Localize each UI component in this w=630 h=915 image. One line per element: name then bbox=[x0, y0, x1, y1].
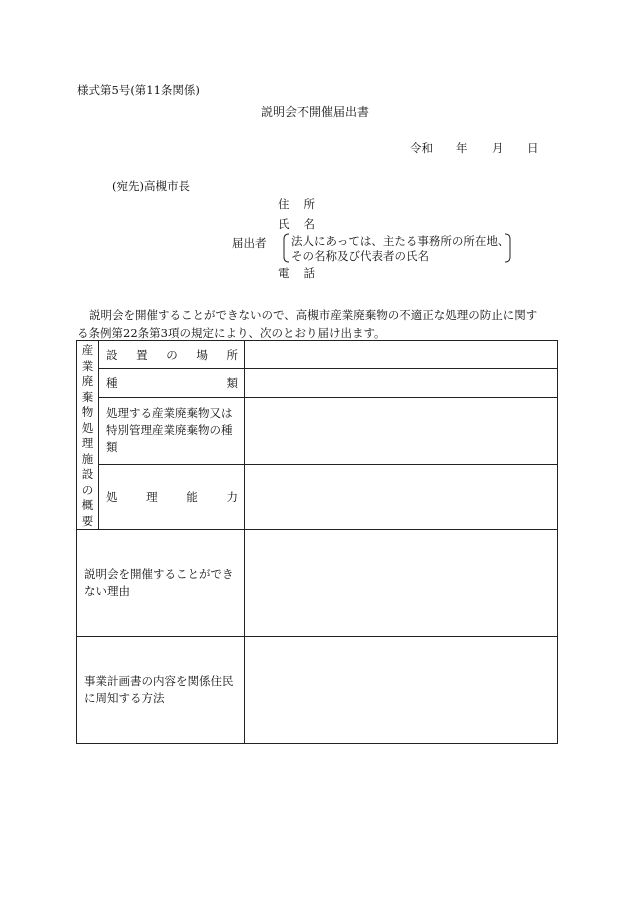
type-label: 種 類 bbox=[99, 369, 245, 397]
addressee: (宛先)高槻市長 bbox=[112, 179, 190, 193]
body-line1: 説明会を開催することができないので、高槻市産業廃棄物の不適正な処理の防止に関す bbox=[89, 308, 538, 322]
row-method bbox=[77, 637, 558, 744]
form-number: 様式第5号(第11条関係) bbox=[77, 83, 200, 97]
date-month: 月 bbox=[492, 141, 504, 155]
facility-table bbox=[76, 340, 558, 744]
waste-kind-label: 処理する産業廃棄物又は 特別管理産業廃棄物の種 類 bbox=[99, 397, 245, 464]
row-waste-kind bbox=[77, 397, 558, 464]
location-value[interactable] bbox=[245, 341, 558, 369]
method-label: 事業計画書の内容を関係住民 に周知する方法 bbox=[77, 637, 245, 744]
document-title: 説明会不開催届出書 bbox=[260, 105, 369, 119]
address-label: 住 所 bbox=[278, 197, 315, 211]
capacity-value[interactable] bbox=[245, 464, 558, 529]
reason-label: 説明会を開催することができ ない理由 bbox=[77, 530, 245, 637]
row-reason bbox=[77, 530, 558, 637]
notifier-note-line1: 法人にあっては、主たる事務所の所在地、 bbox=[291, 234, 510, 248]
notifier-label: 届出者 bbox=[232, 236, 267, 250]
notifier-note bbox=[283, 233, 511, 263]
capacity-label: 処 理 能 力 bbox=[99, 464, 245, 529]
location-label: 設 置 の 場 所 bbox=[99, 341, 245, 369]
date-day: 日 bbox=[527, 141, 539, 155]
row-type bbox=[77, 369, 558, 397]
type-value[interactable] bbox=[245, 369, 558, 397]
method-value[interactable] bbox=[245, 637, 558, 744]
notifier-note-line2: その名称及び代表者の氏名 bbox=[291, 249, 429, 263]
date-year: 年 bbox=[456, 141, 468, 155]
body-line2: る条例第22条第3項の規定により、次のとおり届け出ます。 bbox=[77, 326, 386, 340]
waste-kind-value[interactable] bbox=[245, 397, 558, 464]
phone-label: 電 話 bbox=[278, 266, 315, 280]
date-era: 令和 bbox=[410, 141, 433, 155]
reason-value[interactable] bbox=[245, 530, 558, 637]
row-capacity bbox=[77, 464, 558, 529]
row-location bbox=[77, 341, 558, 369]
facility-overview-header: 産 業 廃 棄 物 処 理 施 設 の 概 要 bbox=[77, 341, 99, 530]
body-text bbox=[77, 306, 559, 342]
name-label: 氏 名 bbox=[278, 217, 315, 231]
